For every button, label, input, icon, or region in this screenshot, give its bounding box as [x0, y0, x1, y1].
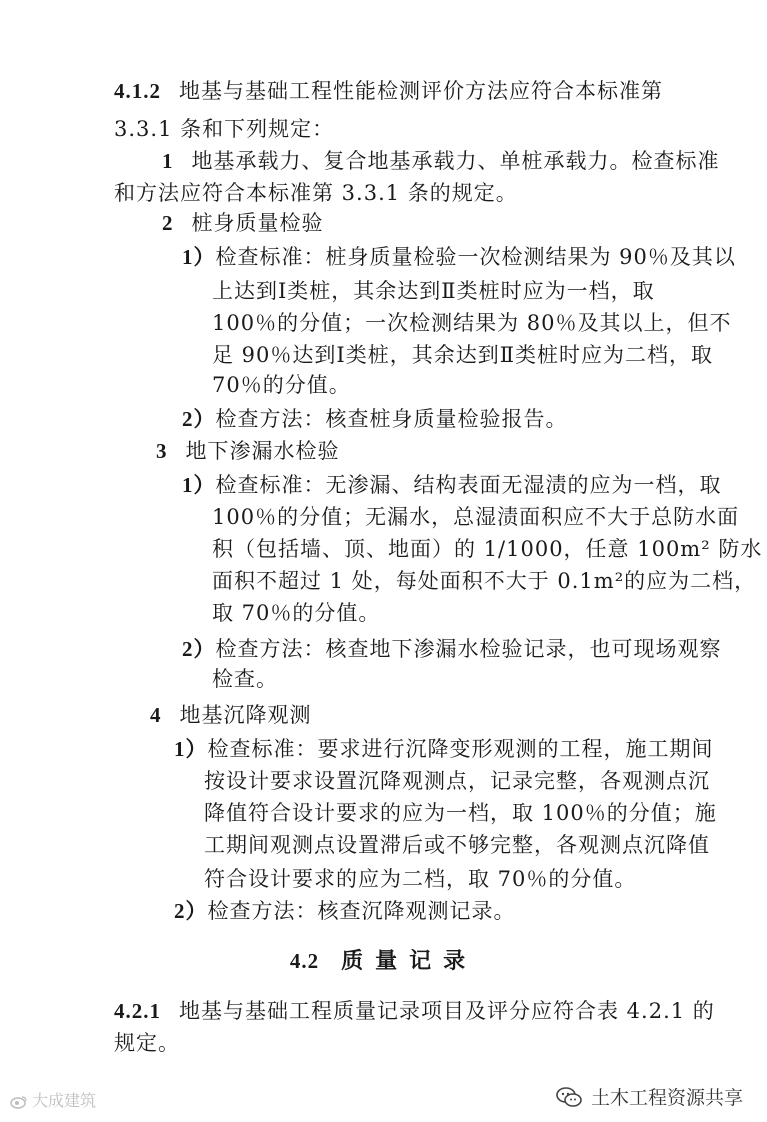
subitem-text: 面积不超过 1 处，每处面积不大于 0.1m²的应为二档， — [212, 569, 757, 593]
item-number: 1 — [162, 149, 174, 173]
subitem-3-1-line-5 — [212, 598, 380, 628]
section-heading — [0, 946, 767, 976]
subitem-4-1-line-5 — [204, 864, 636, 894]
section-number: 4.2 — [289, 949, 320, 973]
subitem-number: 2） — [182, 407, 216, 431]
item-number: 2 — [162, 211, 174, 235]
subitem-number: 2） — [174, 899, 208, 923]
item-4-heading — [150, 700, 312, 730]
watermark-right-text: 土木工程资源共享 — [590, 1087, 743, 1109]
subitem-2-2-line-1 — [182, 404, 568, 434]
subitem-text: 检查方法：核查桩身质量检验报告。 — [215, 407, 568, 431]
item-3-heading — [156, 436, 340, 466]
subitem-text: 100％的分值；无漏水，总湿渍面积应不大于总防水面 — [212, 505, 740, 529]
item-number: 4 — [150, 703, 162, 727]
item-text: 地基沉降观测 — [179, 703, 312, 727]
item-number: 3 — [156, 439, 168, 463]
subitem-2-1-line-4 — [212, 340, 713, 370]
subitem-4-1-line-4 — [204, 830, 710, 860]
subitem-text: 降值符合设计要求的应为一档，取 100％的分值；施 — [204, 801, 717, 825]
subitem-3-1-line-4 — [212, 566, 756, 596]
subitem-3-1-line-1 — [182, 470, 722, 500]
weibo-watermark — [10, 1088, 96, 1111]
subitem-text: 积（包括墙、顶、地面）的 1/1000，任意 100m² 防水 — [212, 537, 763, 561]
clause-4-1-2-line-2 — [114, 114, 334, 144]
clause-4-2-1-line-1 — [114, 996, 715, 1026]
section-title: 质量记录 — [341, 948, 478, 974]
subitem-3-2-line-1 — [182, 634, 722, 664]
subitem-2-1-line-5 — [212, 370, 351, 400]
subitem-3-1-line-2 — [212, 502, 739, 532]
subitem-text: 检查方法：核查地下渗漏水检验记录，也可现场观察 — [215, 637, 722, 661]
item-1-line-1 — [162, 146, 720, 176]
subitem-text: 符合设计要求的应为二档，取 70％的分值。 — [204, 867, 637, 891]
subitem-text: 工期间观测点设置滞后或不够完整，各观测点沉降值 — [204, 833, 710, 857]
item-2-heading — [162, 208, 324, 238]
subitem-text: 检查标准：无渗漏、结构表面无湿渍的应为一档，取 — [215, 473, 722, 497]
subitem-text: 检查标准：桩身质量检验一次检测结果为 90％及其以 — [215, 245, 736, 269]
subitem-number: 1） — [182, 245, 216, 269]
weibo-icon — [10, 1095, 28, 1109]
clause-4-1-2-line-1 — [114, 76, 663, 106]
clause-4-2-1-line-2 — [114, 1028, 180, 1058]
clause-text: 地基与基础工程质量记录项目及评分应符合表 4.2.1 的 — [179, 999, 715, 1023]
subitem-number: 1） — [174, 737, 208, 761]
item-text: 桩身质量检验 — [191, 211, 324, 235]
clause-text: 地基与基础工程性能检测评价方法应符合本标准第 — [179, 79, 663, 103]
subitem-4-1-line-2 — [204, 766, 710, 796]
subitem-4-1-line-1 — [174, 734, 714, 764]
subitem-4-1-line-3 — [204, 798, 717, 828]
wechat-icon — [555, 1086, 583, 1108]
subitem-text: 检查标准：要求进行沉降变形观测的工程，施工期间 — [207, 737, 714, 761]
subitem-2-1-line-2 — [212, 276, 655, 306]
subitem-4-2-line-1 — [174, 896, 516, 926]
subitem-text: 取 70％的分值。 — [212, 601, 381, 625]
subitem-text: 按设计要求设置沉降观测点，记录完整，各观测点沉 — [204, 769, 710, 793]
subitem-text: 上达到Ⅰ类桩，其余达到Ⅱ类桩时应为一档，取 — [212, 279, 655, 303]
subitem-text: 足 90％达到Ⅰ类桩，其余达到Ⅱ类桩时应为二档，取 — [212, 343, 713, 367]
subitem-2-1-line-3 — [212, 308, 731, 338]
clause-number: 4.2.1 — [114, 999, 161, 1023]
item-1-line-2 — [114, 178, 518, 208]
clause-number: 4.1.2 — [114, 79, 161, 103]
clause-text: 规定。 — [114, 1031, 180, 1055]
clause-text: 3.3.1 条和下列规定： — [114, 117, 335, 141]
item-text: 地基承载力、复合地基承载力、单桩承载力。检查标准 — [191, 149, 720, 173]
subitem-3-1-line-3 — [212, 534, 762, 564]
item-text: 地下渗漏水检验 — [185, 439, 340, 463]
watermark-left-text: 大成建筑 — [32, 1091, 97, 1110]
wechat-watermark — [555, 1083, 743, 1110]
subitem-text: 检查。 — [212, 667, 278, 691]
subitem-number: 1） — [182, 473, 216, 497]
subitem-3-2-line-2 — [212, 664, 278, 694]
item-text: 和方法应符合本标准第 3.3.1 条的规定。 — [114, 181, 518, 205]
subitem-number: 2） — [182, 637, 216, 661]
subitem-text: 100％的分值；一次检测结果为 80％及其以上，但不 — [212, 311, 732, 335]
subitem-text: 检查方法：核查沉降观测记录。 — [207, 899, 516, 923]
subitem-2-1-line-1 — [182, 242, 736, 272]
subitem-text: 70％的分值。 — [212, 373, 351, 397]
